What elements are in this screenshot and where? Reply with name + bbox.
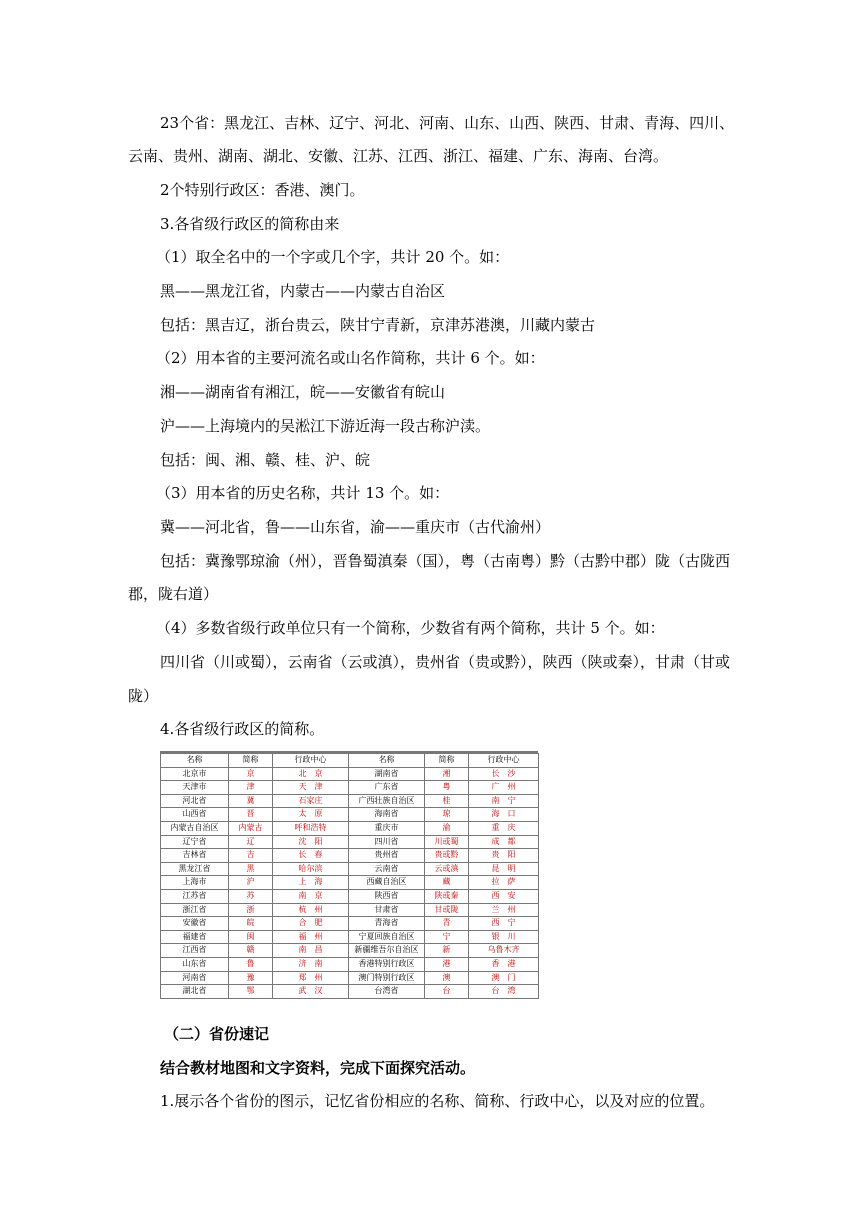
cell-center-left: 呼和浩特 (273, 821, 349, 835)
cell-name-right: 陕西省 (349, 889, 425, 903)
cell-name-left: 福建省 (161, 930, 229, 944)
table-row (161, 835, 539, 849)
cell-abbr-right: 桂 (425, 794, 469, 808)
cell-center-left: 南 京 (273, 889, 349, 903)
cell-name-left: 河北省 (161, 794, 229, 808)
table-row (161, 985, 539, 999)
cell-center-left: 合 肥 (273, 917, 349, 931)
cell-name-right: 台湾省 (349, 985, 425, 999)
provinces-line-1: 23个省：黑龙江、吉林、辽宁、河北、河南、山东、山西、陕西、甘肃、青海、四川、 (160, 114, 735, 132)
cell-abbr-right: 琼 (425, 808, 469, 822)
provinces-line-2: 云南、贵州、湖南、湖北、安徽、江苏、江西、浙江、福建、广东、海南、台湾。 (128, 147, 669, 165)
cell-abbr-right: 粤 (425, 781, 469, 795)
rule-4-example-2: 陇） (128, 687, 159, 705)
cell-name-left: 上海市 (161, 876, 229, 890)
cell-name-left: 吉林省 (161, 849, 229, 863)
cell-name-left: 辽宁省 (161, 835, 229, 849)
cell-name-right: 甘肃省 (349, 903, 425, 917)
table-row (161, 944, 539, 958)
cell-name-left: 内蒙古自治区 (161, 821, 229, 835)
cell-center-right: 成 都 (469, 835, 539, 849)
rule-3: （3）用本省的历史名称，共计 13 个。如： (156, 484, 450, 502)
sar-line: 2个特别行政区：香港、澳门。 (160, 181, 365, 199)
cell-abbr-right: 贵或黔 (425, 849, 469, 863)
activity-1: 1.展示各个省份的图示，记忆省份相应的名称、简称、行政中心，以及对应的位置。 (160, 1092, 715, 1110)
cell-name-right: 湖南省 (349, 767, 425, 781)
cell-name-left: 北京市 (161, 767, 229, 781)
rule-3-example: 冀——河北省，鲁——山东省，渝——重庆市（古代渝州） (160, 518, 551, 536)
cell-center-left: 哈尔滨 (273, 862, 349, 876)
cell-name-right: 西藏自治区 (349, 876, 425, 890)
cell-center-right: 昆 明 (469, 862, 539, 876)
cell-center-left: 南 昌 (273, 944, 349, 958)
cell-name-right: 宁夏回族自治区 (349, 930, 425, 944)
province-table (160, 753, 539, 999)
cell-abbr-left: 闽 (229, 930, 273, 944)
cell-name-left: 江苏省 (161, 889, 229, 903)
cell-center-right: 长 沙 (469, 767, 539, 781)
cell-center-right: 海 口 (469, 808, 539, 822)
cell-center-left: 沈 阳 (273, 835, 349, 849)
cell-center-right: 西 安 (469, 889, 539, 903)
rule-2-include: 包括：闽、湘、赣、桂、沪、皖 (160, 451, 371, 469)
header-center-1: 行政中心 (273, 754, 349, 768)
cell-abbr-left: 鲁 (229, 957, 273, 971)
section-heading: （二）省份速记 (164, 1025, 270, 1043)
cell-name-right: 四川省 (349, 835, 425, 849)
cell-center-left: 太 原 (273, 808, 349, 822)
cell-abbr-left: 沪 (229, 876, 273, 890)
cell-abbr-right: 台 (425, 985, 469, 999)
cell-abbr-left: 苏 (229, 889, 273, 903)
cell-name-left: 湖北省 (161, 985, 229, 999)
cell-abbr-right: 甘或陇 (425, 903, 469, 917)
cell-name-left: 江西省 (161, 944, 229, 958)
table-row (161, 849, 539, 863)
cell-center-right: 南 宁 (469, 794, 539, 808)
task-heading: 结合教材地图和文字资料，完成下面探究活动。 (160, 1059, 476, 1077)
heading-4: 4.各省级行政区的简称。 (160, 720, 325, 738)
table-row (161, 971, 539, 985)
cell-name-right: 云南省 (349, 862, 425, 876)
table-row (161, 917, 539, 931)
cell-center-left: 福 州 (273, 930, 349, 944)
rule-4-example-1: 四川省（川或蜀），云南省（云或滇），贵州省（贵或黔），陕西（陕或秦），甘肃（甘或 (160, 653, 731, 671)
rule-1-include: 包括：黑吉辽，浙台贵云，陕甘宁青新，京津苏港澳，川藏内蒙古 (160, 316, 596, 334)
cell-abbr-right: 渝 (425, 821, 469, 835)
table-row (161, 889, 539, 903)
cell-abbr-left: 晋 (229, 808, 273, 822)
cell-center-right: 台 湾 (469, 985, 539, 999)
cell-abbr-right: 新 (425, 944, 469, 958)
cell-center-left: 天 津 (273, 781, 349, 795)
table-row (161, 957, 539, 971)
rule-4: （4）多数省级行政单位只有一个简称，少数省有两个简称，共计 5 个。如： (156, 619, 665, 637)
cell-center-left: 杭 州 (273, 903, 349, 917)
table-row (161, 821, 539, 835)
cell-name-left: 山西省 (161, 808, 229, 822)
cell-abbr-left: 鄂 (229, 985, 273, 999)
cell-name-right: 新疆维吾尔自治区 (349, 944, 425, 958)
rule-2-example-1: 湘——湖南省有湘江，皖——安徽省有皖山 (160, 383, 446, 401)
cell-abbr-left: 冀 (229, 794, 273, 808)
cell-abbr-left: 浙 (229, 903, 273, 917)
cell-center-left: 郑 州 (273, 971, 349, 985)
table-row (161, 781, 539, 795)
cell-center-left: 长 春 (273, 849, 349, 863)
cell-abbr-right: 港 (425, 957, 469, 971)
header-center-2: 行政中心 (469, 754, 539, 768)
cell-name-right: 海南省 (349, 808, 425, 822)
cell-center-right: 银 川 (469, 930, 539, 944)
cell-abbr-right: 青 (425, 917, 469, 931)
header-abbr-1: 简称 (229, 754, 273, 768)
cell-center-right: 兰 州 (469, 903, 539, 917)
header-name-1: 名称 (161, 754, 229, 768)
cell-name-right: 香港特别行政区 (349, 957, 425, 971)
cell-name-right: 澳门特别行政区 (349, 971, 425, 985)
cell-abbr-right: 澳 (425, 971, 469, 985)
cell-abbr-right: 湘 (425, 767, 469, 781)
table-header-row (161, 754, 539, 768)
cell-center-right: 贵 阳 (469, 849, 539, 863)
cell-name-right: 青海省 (349, 917, 425, 931)
cell-name-left: 河南省 (161, 971, 229, 985)
header-abbr-2: 简称 (425, 754, 469, 768)
cell-abbr-left: 豫 (229, 971, 273, 985)
cell-abbr-right: 川或蜀 (425, 835, 469, 849)
heading-3: 3.各省级行政区的简称由来 (160, 215, 340, 233)
cell-abbr-right: 陕或秦 (425, 889, 469, 903)
rule-2: （2）用本省的主要河流名或山名作简称，共计 6 个。如： (156, 349, 545, 367)
cell-center-right: 澳 门 (469, 971, 539, 985)
cell-name-right: 广西壮族自治区 (349, 794, 425, 808)
cell-center-left: 武 汉 (273, 985, 349, 999)
cell-center-right: 重 庆 (469, 821, 539, 835)
cell-abbr-left: 辽 (229, 835, 273, 849)
cell-center-right: 乌鲁木齐 (469, 944, 539, 958)
cell-center-right: 广 州 (469, 781, 539, 795)
cell-center-right: 拉 萨 (469, 876, 539, 890)
cell-name-right: 贵州省 (349, 849, 425, 863)
cell-center-left: 石家庄 (273, 794, 349, 808)
rule-2-example-2: 沪——上海境内的吴淞江下游近海一段古称沪渎。 (160, 417, 491, 435)
cell-name-right: 重庆市 (349, 821, 425, 835)
cell-name-left: 浙江省 (161, 903, 229, 917)
header-name-2: 名称 (349, 754, 425, 768)
cell-abbr-right: 藏 (425, 876, 469, 890)
cell-abbr-left: 赣 (229, 944, 273, 958)
cell-abbr-left: 皖 (229, 917, 273, 931)
cell-center-left: 北 京 (273, 767, 349, 781)
table-row (161, 876, 539, 890)
cell-abbr-right: 云或滇 (425, 862, 469, 876)
table-row (161, 903, 539, 917)
cell-abbr-left: 京 (229, 767, 273, 781)
table-row (161, 808, 539, 822)
table-row (161, 767, 539, 781)
cell-center-right: 香 港 (469, 957, 539, 971)
cell-abbr-right: 宁 (425, 930, 469, 944)
cell-name-left: 山东省 (161, 957, 229, 971)
table-row (161, 930, 539, 944)
table-row (161, 794, 539, 808)
cell-name-left: 安徽省 (161, 917, 229, 931)
cell-name-right: 广东省 (349, 781, 425, 795)
table-row (161, 862, 539, 876)
cell-center-left: 济 南 (273, 957, 349, 971)
rule-1: （1）取全名中的一个字或几个字，共计 20 个。如： (156, 248, 510, 266)
cell-name-left: 天津市 (161, 781, 229, 795)
cell-center-left: 上 海 (273, 876, 349, 890)
rule-1-example: 黑——黑龙江省，内蒙古——内蒙古自治区 (160, 282, 446, 300)
cell-name-left: 黑龙江省 (161, 862, 229, 876)
rule-3-include-2: 郡，陇右道） (128, 585, 219, 603)
cell-center-right: 西 宁 (469, 917, 539, 931)
cell-abbr-left: 吉 (229, 849, 273, 863)
rule-3-include-1: 包括：冀豫鄂琼渝（州），晋鲁蜀滇秦（国），粤（古南粤）黔（古黔中郡）陇（古陇西 (160, 552, 731, 570)
cell-abbr-left: 内蒙古 (229, 821, 273, 835)
cell-abbr-left: 津 (229, 781, 273, 795)
cell-abbr-left: 黑 (229, 862, 273, 876)
